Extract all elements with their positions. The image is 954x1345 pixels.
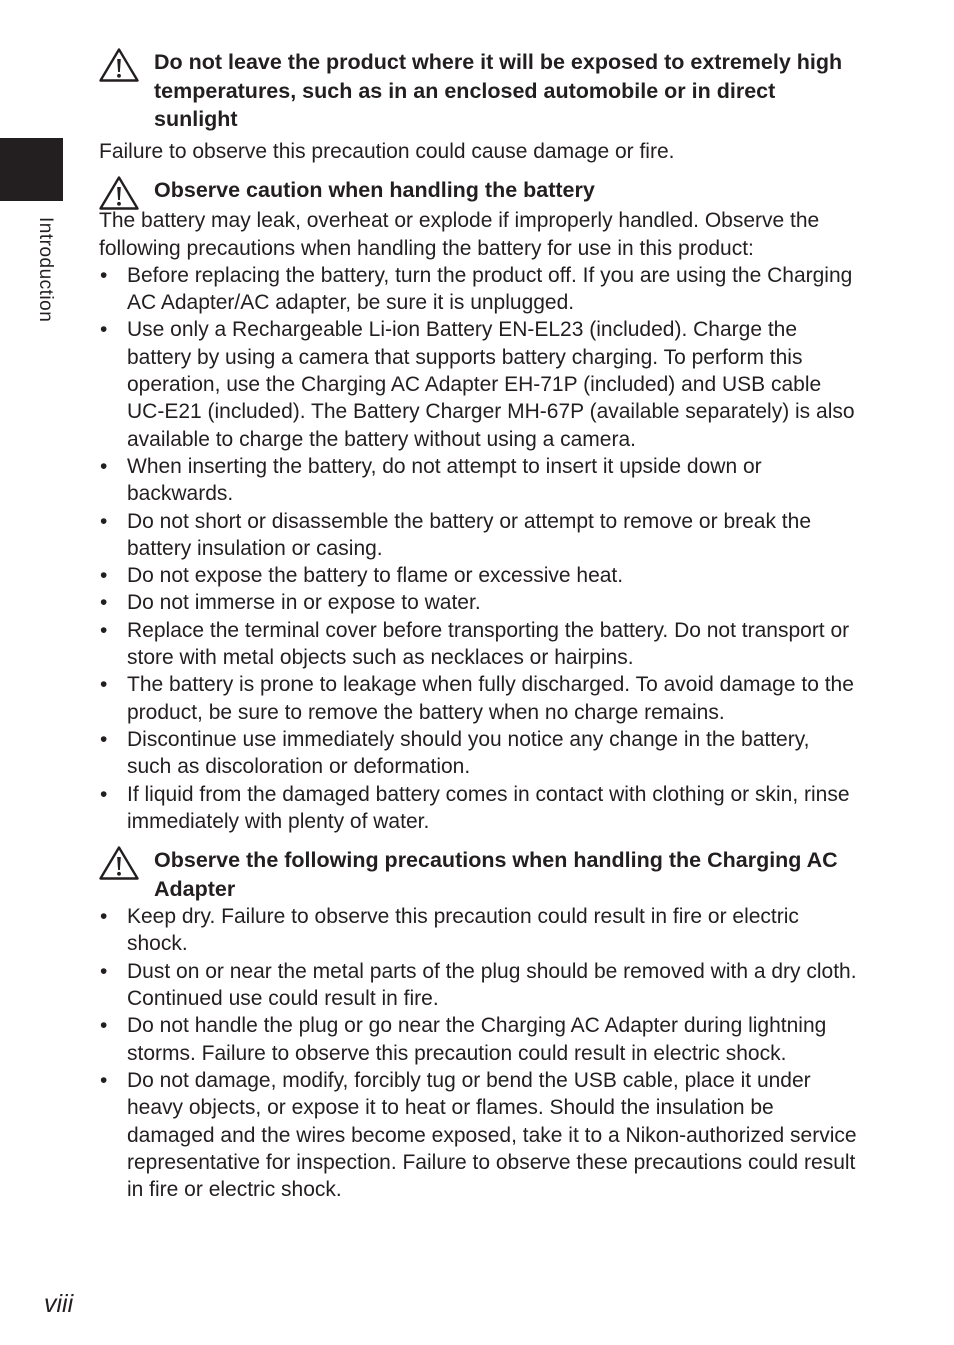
list-item: • Replace the terminal cover before transporting the battery. Do not transport or store with metal objects such as necklaces or hairpins. [99,617,859,672]
section-tab-marker [0,138,63,201]
section-heading-text: Observe caution when handling the battery [154,177,595,202]
list-item: • Do not immerse in or expose to water. [99,589,859,616]
main-content [99,48,859,1203]
list-item: • Use only a Rechargeable Li-ion Battery EN-EL23 (included). Charge the battery by using a camera that supports battery charging. To perform this operation, use the Charging AC Adapter EH-71P (included) and USB cable UC-E21 (included). The Battery Charger MH-67P (available separately) is also available to charge the battery without using a camera. [99,316,859,452]
section-heading [99,846,859,903]
warning-triangle-icon [99,48,139,82]
list-item: • Do not short or disassemble the battery or attempt to remove or break the battery insulation or casing. [99,508,859,563]
list-item: • The battery is prone to leakage when fully discharged. To avoid damage to the product, be sure to remove the battery when no charge remains. [99,671,859,726]
section-heading-text: Do not leave the product where it will be exposed to extremely high temperatures, such as in an enclosed automobile or in direct sunlight [154,50,843,131]
section-label: Introduction [35,217,56,323]
list-item: • Dust on or near the metal parts of the plug should be removed with a dry cloth. Continued use could result in fire. [99,958,859,1013]
list-item: • Before replacing the battery, turn the product off. If you are using the Charging AC Adapter/AC adapter, be sure it is unplugged. [99,262,859,317]
warning-triangle-icon [99,176,139,210]
list-item: • Discontinue use immediately should you notice any change in the battery, such as discoloration or deformation. [99,726,859,781]
list-item: • When inserting the battery, do not attempt to insert it upside down or backwards. [99,453,859,508]
section-heading [99,176,859,205]
list-item: • Do not handle the plug or go near the Charging AC Adapter during lightning storms. Failure to observe this precaution could result in electric shock. [99,1012,859,1067]
bullet-list [99,262,859,835]
precaution-section-heat [99,48,859,165]
list-item: • Keep dry. Failure to observe this precaution could result in fire or electric shock. [99,903,859,958]
page-number: viii [44,1290,74,1318]
section-intro: The battery may leak, overheat or explode if improperly handled. Observe the following precautions when handling the battery for use in this product: [99,209,820,260]
precaution-section-battery [99,176,859,835]
warning-triangle-icon [99,846,139,880]
precaution-section-adapter [99,846,859,1203]
list-item: • Do not damage, modify, forcibly tug or bend the USB cable, place it under heavy objects, or expose it to heat or flames. Should the insulation be damaged and the wires become exposed, take it to a Nikon-authorized service representative for inspection. Failure to observe these precautions could result in fire or electric shock. [99,1067,859,1203]
section-heading-text: Observe the following precautions when handling the Charging AC Adapter [154,848,838,901]
bullet-list [99,903,859,1203]
section-heading [99,48,859,134]
section-intro: Failure to observe this precaution could cause damage or fire. [99,139,675,163]
list-item: • Do not expose the battery to flame or excessive heat. [99,562,859,589]
list-item: • If liquid from the damaged battery comes in contact with clothing or skin, rinse immediately with plenty of water. [99,781,859,836]
